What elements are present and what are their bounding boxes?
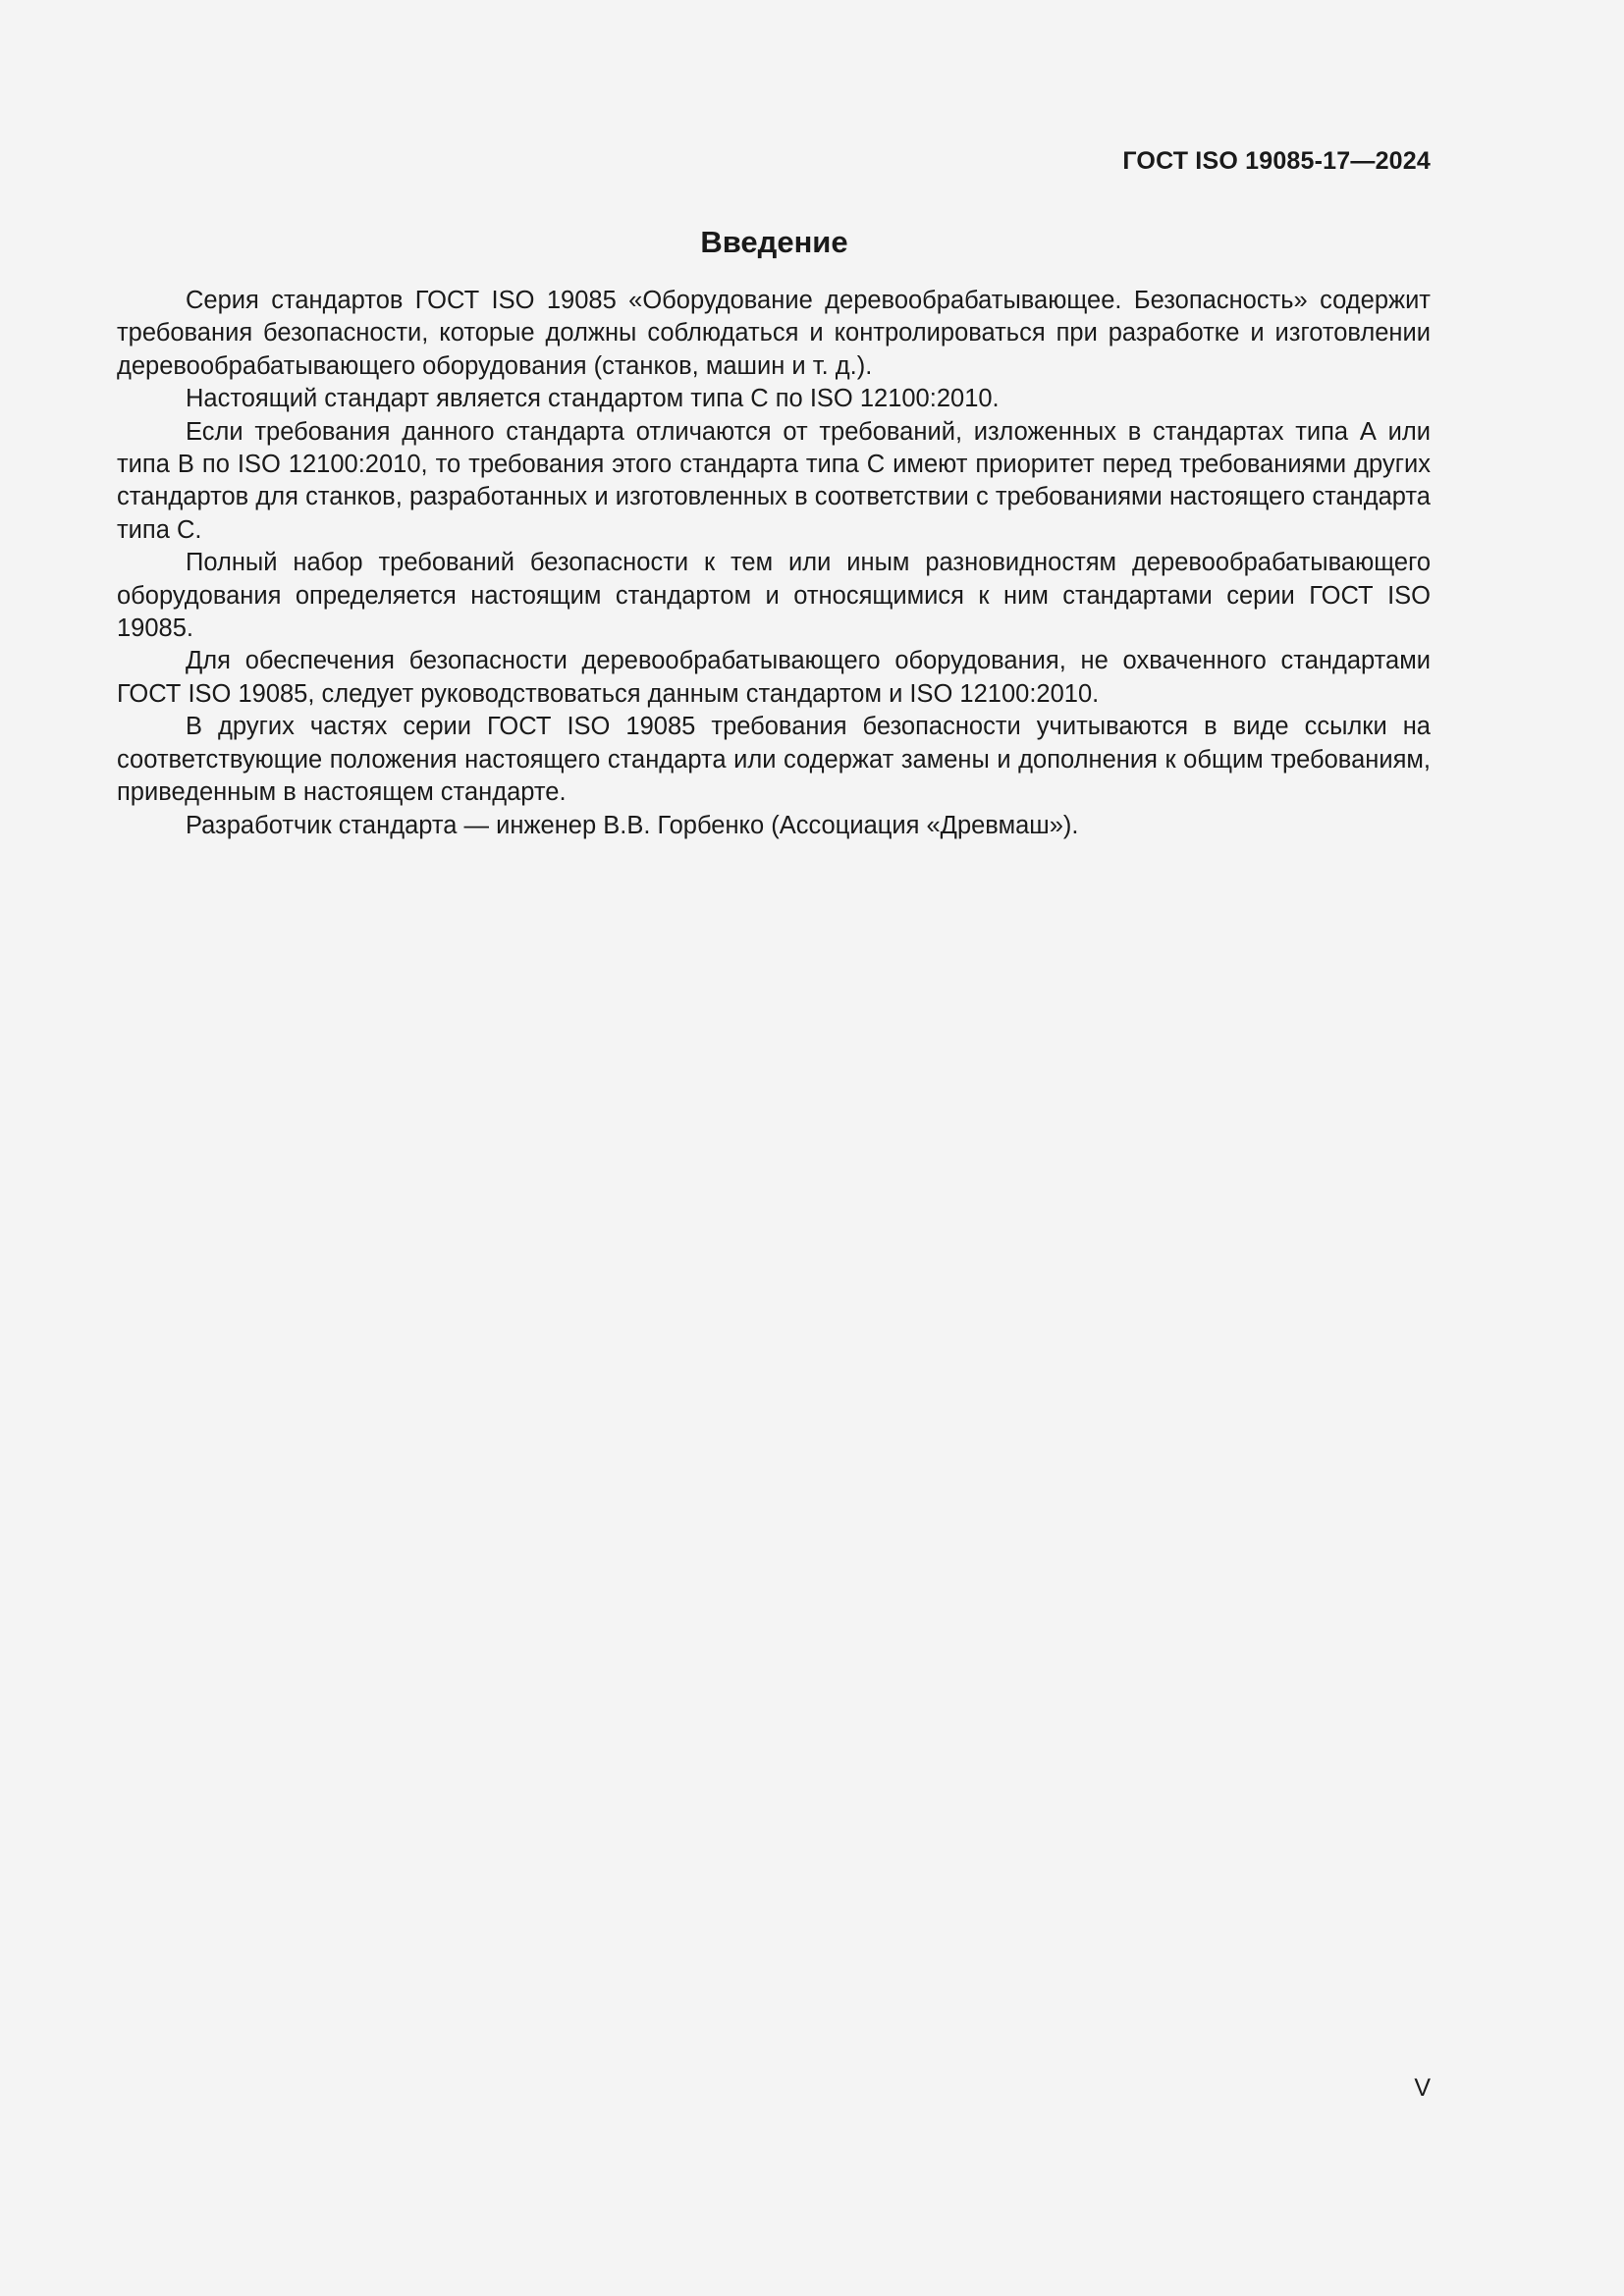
page-number: V: [1414, 2074, 1431, 2102]
paragraph: Если требования данного стандарта отличаются от требований, изложенных в стандартах типа А или типа В по ISO 12100:2010, то требования этого стандарта типа С имеют приоритет перед требованиями других стандартов для станков, разработанных и изготовленных в соответствии с требованиями настоящего стандарта типа С.: [117, 417, 1431, 544]
body-text: [117, 285, 1431, 842]
paragraph: Полный набор требований безопасности к тем или иным разновидностям деревообрабатывающего оборудования определяется настоящим стандартом и относящимися к ним стандартами серии ГОСТ ISO 19085.: [117, 549, 1431, 643]
paragraph: Серия стандартов ГОСТ ISO 19085 «Оборудование деревообрабатывающее. Безопасность» содержит требования безопасности, которые должны соблюдаться и контролироваться при разработке и изготовлении деревообрабатывающего оборудования (станков, машин и т. д.).: [117, 287, 1431, 380]
paragraph: Для обеспечения безопасности деревообрабатывающего оборудования, не охваченного стандартами ГОСТ ISO 19085, следует руководствоваться данным стандартом и ISO 12100:2010.: [117, 647, 1431, 708]
document-code-header: ГОСТ ISO 19085-17—2024: [1122, 147, 1431, 175]
paragraph: Разработчик стандарта — инженер В.В. Горбенко (Ассоциация «Древмаш»).: [186, 811, 1079, 839]
paragraph: Настоящий стандарт является стандартом типа С по ISO 12100:2010.: [186, 385, 1000, 413]
paragraph: В других частях серии ГОСТ ISO 19085 требования безопасности учитываются в виде ссылки на соответствующие положения настоящего стандарта или содержат замены и дополнения к общим требованиям, приведенным в настоящем стандарте.: [117, 713, 1431, 807]
section-title: Введение: [700, 225, 848, 259]
